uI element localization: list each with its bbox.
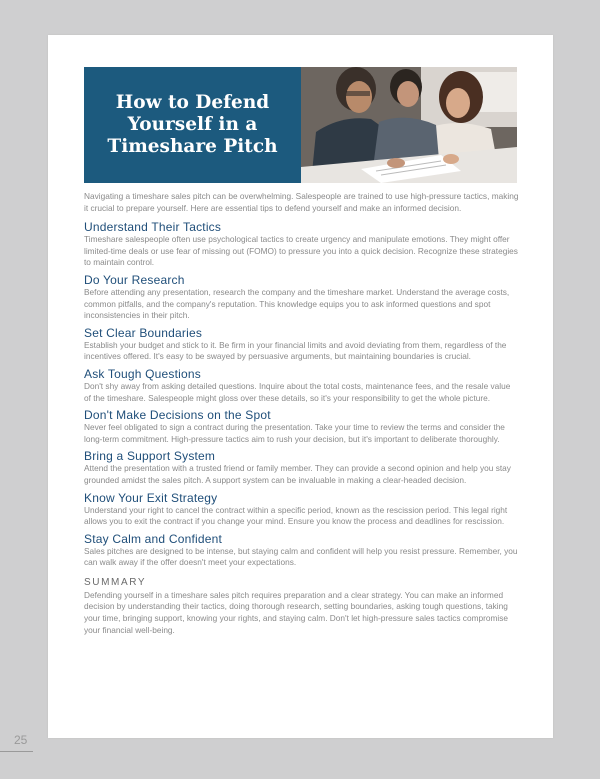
section-do-research xyxy=(84,273,519,322)
section-heading: Understand Their Tactics xyxy=(84,220,222,235)
section-body: Attend the presentation with a trusted friend or family member. They can provide a second opinion and help you stay grounded amidst the sales pitch. A support system can be invaluable in making a clear-headed decision. xyxy=(84,463,511,485)
section-no-spot-decisions xyxy=(84,408,519,445)
section-body: Don't shy away from asking detailed questions. Inquire about the total costs, maintenance fees, and the resale value of the timeshare. Salespeople might gloss over these details, so it's your responsibility to get the whole picture. xyxy=(84,380,511,403)
section-body: Sales pitches are designed to be intense, but staying calm and confident will help you resist pressure. Remember, you can walk away if the offer doesn't meet your expectations. xyxy=(84,545,518,568)
photo-illustration xyxy=(301,67,517,183)
section-heading: Know Your Exit Strategy xyxy=(84,490,218,505)
section-body: Establish your budget and stick to it. Be firm in your financial limits and avoid deviating from them, regardless of the incentives offered. It's easy to be swayed by persuasive arguments, but maintaining boundaries is crucial. xyxy=(84,339,507,362)
page-number-rule xyxy=(0,751,33,752)
section-body: Understand your right to cancel the contract within a specific period, known as the rescission period. This legal right allows you to exit the contract if you change your mind. Ensure you know the process and deadlines for rescission. xyxy=(84,504,508,527)
section-heading: Ask Tough Questions xyxy=(84,366,201,381)
section-heading: Do Your Research xyxy=(84,272,185,287)
section-understand-tactics xyxy=(84,220,519,269)
section-heading: Set Clear Boundaries xyxy=(84,325,203,340)
people-reviewing-contract-photo xyxy=(301,67,517,183)
summary-body: Defending yourself in a timeshare sales pitch requires preparation and a clear strategy. You can make an informed decision by understanding their tactics, doing thorough research, setting boundaries, asking tough questions, taking your time, bringing support, knowing your rights, and staying calm. Don't let high-pressure sales tactics compromise your financial well-being. xyxy=(84,589,508,635)
section-heading: Stay Calm and Confident xyxy=(84,531,223,546)
section-heading: Bring a Support System xyxy=(84,449,216,464)
document-page xyxy=(48,35,553,738)
section-body: Before attending any presentation, research the company and the timeshare market. Understand the average costs, common pitfalls, and the company's reputation. This knowledge equips you to ask informed questions and spot inconsistencies in their pitch. xyxy=(84,286,510,321)
section-body: Timeshare salespeople often use psychological tactics to create urgency and manipulate emotions. They might offer limited-time deals or use fear of missing out (FOMO) to pressure you into a quick decision. Recognize these strategies to maintain control. xyxy=(84,234,518,268)
page-number: 25 xyxy=(14,733,28,747)
section-exit-strategy xyxy=(84,491,519,528)
section-ask-questions xyxy=(84,367,519,404)
intro-paragraph: Navigating a timeshare sales pitch can be overwhelming. Salespeople are trained to use high-pressure tactics, making it crucial to prepare yourself. Here are essential tips to defend yourself and make an informed decision. xyxy=(84,191,519,213)
section-set-boundaries xyxy=(84,326,519,363)
hero-title-box xyxy=(84,67,301,183)
summary-heading: SUMMARY xyxy=(84,576,147,588)
section-heading: Don't Make Decisions on the Spot xyxy=(84,408,271,423)
article-body xyxy=(84,191,519,636)
section-support-system xyxy=(84,449,519,486)
hero-banner xyxy=(84,67,517,183)
section-body: Never feel obligated to sign a contract during the presentation. Take your time to review the terms and consider the long-term commitment. High-pressure tactics aim to rush your decision, but it's important to deliberate thoroughly. xyxy=(84,422,505,444)
section-stay-calm xyxy=(84,532,519,569)
page-title: How to Defend Yourself in a Timeshare Pitch xyxy=(107,92,278,157)
